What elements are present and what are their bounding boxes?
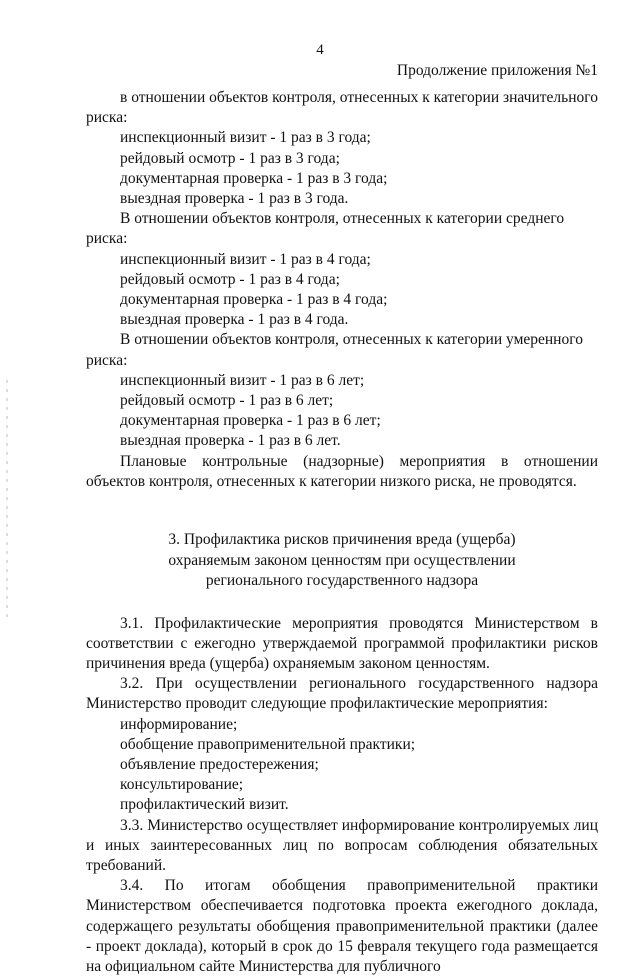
section-3-heading-line: 3. Профилактика рисков причинения вреда (ущерба) — [168, 531, 516, 549]
risk-block-medium — [86, 209, 598, 330]
section-3-heading-line: регионального государственного надзора — [205, 572, 479, 590]
risk-intro-significant: в отношении объектов контроля, отнесенных к категории значительного — [120, 89, 598, 106]
list-item: консультирование; — [120, 776, 244, 794]
risk-block-moderate — [86, 330, 598, 451]
list-item: профилактический визит. — [120, 796, 289, 814]
section-3-heading-line: охраняемым законом ценностям при осуществлении — [168, 551, 516, 569]
risk-intro-medium: В отношении объектов контроля, отнесенных к категории среднего — [120, 210, 565, 228]
list-item: выездная проверка - 1 раз в 3 года. — [120, 190, 349, 208]
risk-intro-significant-tail: риска: — [86, 109, 128, 127]
list-item: инспекционный визит - 1 раз в 6 лет; — [120, 371, 365, 389]
page-number: 4 — [316, 42, 324, 58]
list-item: рейдовый осмотр - 1 раз в 6 лет; — [120, 392, 334, 410]
risk-intro-moderate-tail: риска: — [86, 351, 128, 369]
risk-block-significant — [86, 88, 598, 209]
scan-edge-marks — [6, 380, 8, 620]
list-item: документарная проверка - 1 раз в 6 лет; — [120, 412, 381, 430]
paragraph-3-3: 3.3. Министерство осуществляет информирование контролируемых лиц и иных заинтересованных лиц по вопросам соблюдения обязательных требований. — [86, 816, 598, 874]
list-item: обобщение правоприменительной практики; — [120, 735, 416, 753]
appendix-continuation-note: Продолжение приложения №1 — [396, 62, 598, 79]
list-item: выездная проверка - 1 раз в 6 лет. — [120, 432, 341, 450]
list-item: инспекционный визит - 1 раз в 3 года; — [120, 129, 371, 147]
list-item: документарная проверка - 1 раз в 4 года; — [120, 291, 388, 309]
paragraph-3-4: 3.4. По итогам обобщения правоприменительной практики Министерством обеспечивается подготовка проекта ежегодного доклада, содержащего результаты обобщения правоприменительной практики (далее - проект доклада), который в срок до 15 февраля текущего года размещается на официальном сайте Министерства для публичного — [86, 877, 598, 976]
list-item: информирование; — [120, 715, 238, 733]
paragraph-3-2: 3.2. При осуществлении регионального государственного надзора Министерство проводит следующие профилактические мероприятия: — [86, 675, 598, 713]
risk-intro-moderate: В отношении объектов контроля, отнесенных к категории умеренного — [120, 331, 583, 349]
list-item: документарная проверка - 1 раз в 3 года; — [120, 169, 388, 187]
low-risk-note: Плановые контрольные (надзорные) мероприятия в отношении объектов контроля, отнесенных к категории низкого риска, не проводятся. — [86, 452, 598, 490]
document-body — [86, 88, 598, 977]
list-item: рейдовый осмотр - 1 раз в 4 года; — [120, 270, 340, 288]
paragraph-3-1: 3.1. Профилактические мероприятия проводятся Министерством в соответствии с ежегодно утверждаемой программой профилактики рисков причинения вреда (ущерба) охраняемым законом ценностям. — [86, 614, 598, 672]
section-3-heading — [86, 530, 598, 592]
risk-intro-medium-tail: риска: — [86, 230, 128, 248]
list-item: выездная проверка - 1 раз в 4 года. — [120, 311, 349, 329]
list-item: инспекционный визит - 1 раз в 4 года; — [120, 250, 371, 268]
list-item: рейдовый осмотр - 1 раз в 3 года; — [120, 149, 340, 167]
list-item: объявление предостережения; — [120, 755, 319, 773]
